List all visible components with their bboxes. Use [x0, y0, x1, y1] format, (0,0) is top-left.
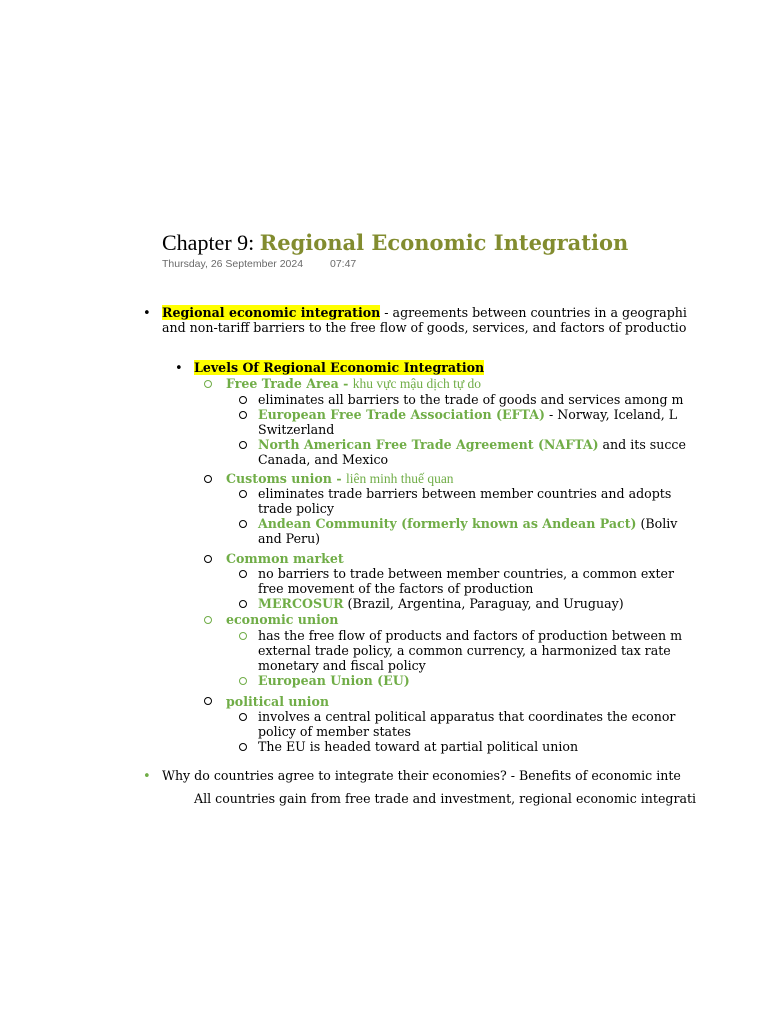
- mercosur-text: (Brazil, Argentina, Paraguay, and Uruguay): [343, 596, 624, 611]
- levels-heading: Levels Of Regional Economic Integration: [194, 360, 485, 375]
- bullet-ring: [239, 441, 247, 449]
- eu-heading: economic union: [226, 612, 339, 627]
- fta-heading: [226, 376, 481, 391]
- definition-line-2: and non-tariff barriers to the free flow of goods, services, and factors of productio: [162, 320, 687, 335]
- cut-off-line: All countries gain from free trade and investment, regional economic integrati: [194, 791, 697, 806]
- definition-term: Regional economic integration: [162, 305, 381, 320]
- nafta-text: and its succe: [598, 437, 686, 452]
- cm-item-1b: free movement of the factors of production: [258, 581, 534, 596]
- pu-item-1: involves a central political apparatus that coordinates the econor: [258, 709, 676, 724]
- bullet-disc: [175, 361, 183, 376]
- bullet-ring: [239, 411, 247, 419]
- fta-viet: khu vực mậu dịch tự do: [352, 376, 482, 391]
- bullet-ring: [239, 743, 247, 751]
- bullet-ring: [239, 570, 247, 578]
- cu-sep: -: [331, 471, 346, 486]
- definition-line-1: [162, 305, 687, 320]
- andean-text: (Boliv: [636, 516, 678, 531]
- eu-example: European Union (EU): [258, 673, 410, 688]
- fta-term: Free Trade Area: [226, 376, 339, 391]
- cu-viet: liên minh thuế quan: [345, 471, 454, 486]
- bullet-ring: [204, 697, 212, 705]
- bullet-ring: [239, 490, 247, 498]
- nafta-line-2: Canada, and Mexico: [258, 452, 389, 467]
- eu-item-1: has the free flow of products and factors of production between m: [258, 628, 683, 643]
- efta-term: European Free Trade Association (EFTA): [258, 407, 545, 422]
- eu-item-1c: monetary and fiscal policy: [258, 658, 426, 673]
- bullet-ring: [239, 713, 247, 721]
- efta-line-2: Switzerland: [258, 422, 335, 437]
- cu-term: Customs union: [226, 471, 332, 486]
- efta-line: [258, 407, 677, 422]
- definition-text-1: - agreements between countries in a geographi: [380, 305, 687, 320]
- eu-item-1b: external trade policy, a common currency, a harmonized tax rate: [258, 643, 671, 658]
- bullet-ring: [239, 520, 247, 528]
- bullet-disc: [143, 306, 151, 321]
- mercosur-term: MERCOSUR: [258, 596, 344, 611]
- efta-text: - Norway, Iceland, L: [544, 407, 678, 422]
- cm-heading: Common market: [226, 551, 344, 566]
- bullet-ring: [239, 632, 247, 640]
- title-prefix: Chapter 9:: [162, 230, 260, 255]
- mercosur-line: [258, 596, 624, 611]
- nafta-line: [258, 437, 686, 452]
- why-line: Why do countries agree to integrate their economies? - Benefits of economic inte: [162, 768, 681, 783]
- pu-item-1b: policy of member states: [258, 724, 412, 739]
- andean-line-2: and Peru): [258, 531, 321, 546]
- nafta-term: North American Free Trade Agreement (NAFTA): [258, 437, 599, 452]
- page-date: Thursday, 26 September 2024: [162, 258, 304, 270]
- title-topic: Regional Economic Integration: [259, 230, 629, 255]
- pu-item-2: The EU is headed toward at partial political union: [258, 739, 579, 754]
- bullet-ring: [204, 380, 212, 388]
- cu-item-1: eliminates trade barriers between member countries and adopts: [258, 486, 672, 501]
- cu-item-1b: trade policy: [258, 501, 334, 516]
- fta-sep: -: [338, 376, 353, 391]
- cu-heading: [226, 471, 454, 486]
- bullet-ring: [204, 555, 212, 563]
- bullet-ring: [204, 475, 212, 483]
- cm-item-1: no barriers to trade between member countries, a common exter: [258, 566, 674, 581]
- fta-item-1: eliminates all barriers to the trade of goods and services among m: [258, 392, 684, 407]
- page-time: 07:47: [329, 258, 357, 270]
- bullet-ring: [239, 396, 247, 404]
- andean-term: Andean Community (formerly known as Andean Pact): [258, 516, 637, 531]
- pu-heading: political union: [226, 694, 330, 709]
- bullet-ring: [239, 600, 247, 608]
- bullet-ring: [239, 677, 247, 685]
- bullet-disc: [143, 769, 151, 784]
- andean-line: [258, 516, 677, 531]
- bullet-ring: [204, 616, 212, 624]
